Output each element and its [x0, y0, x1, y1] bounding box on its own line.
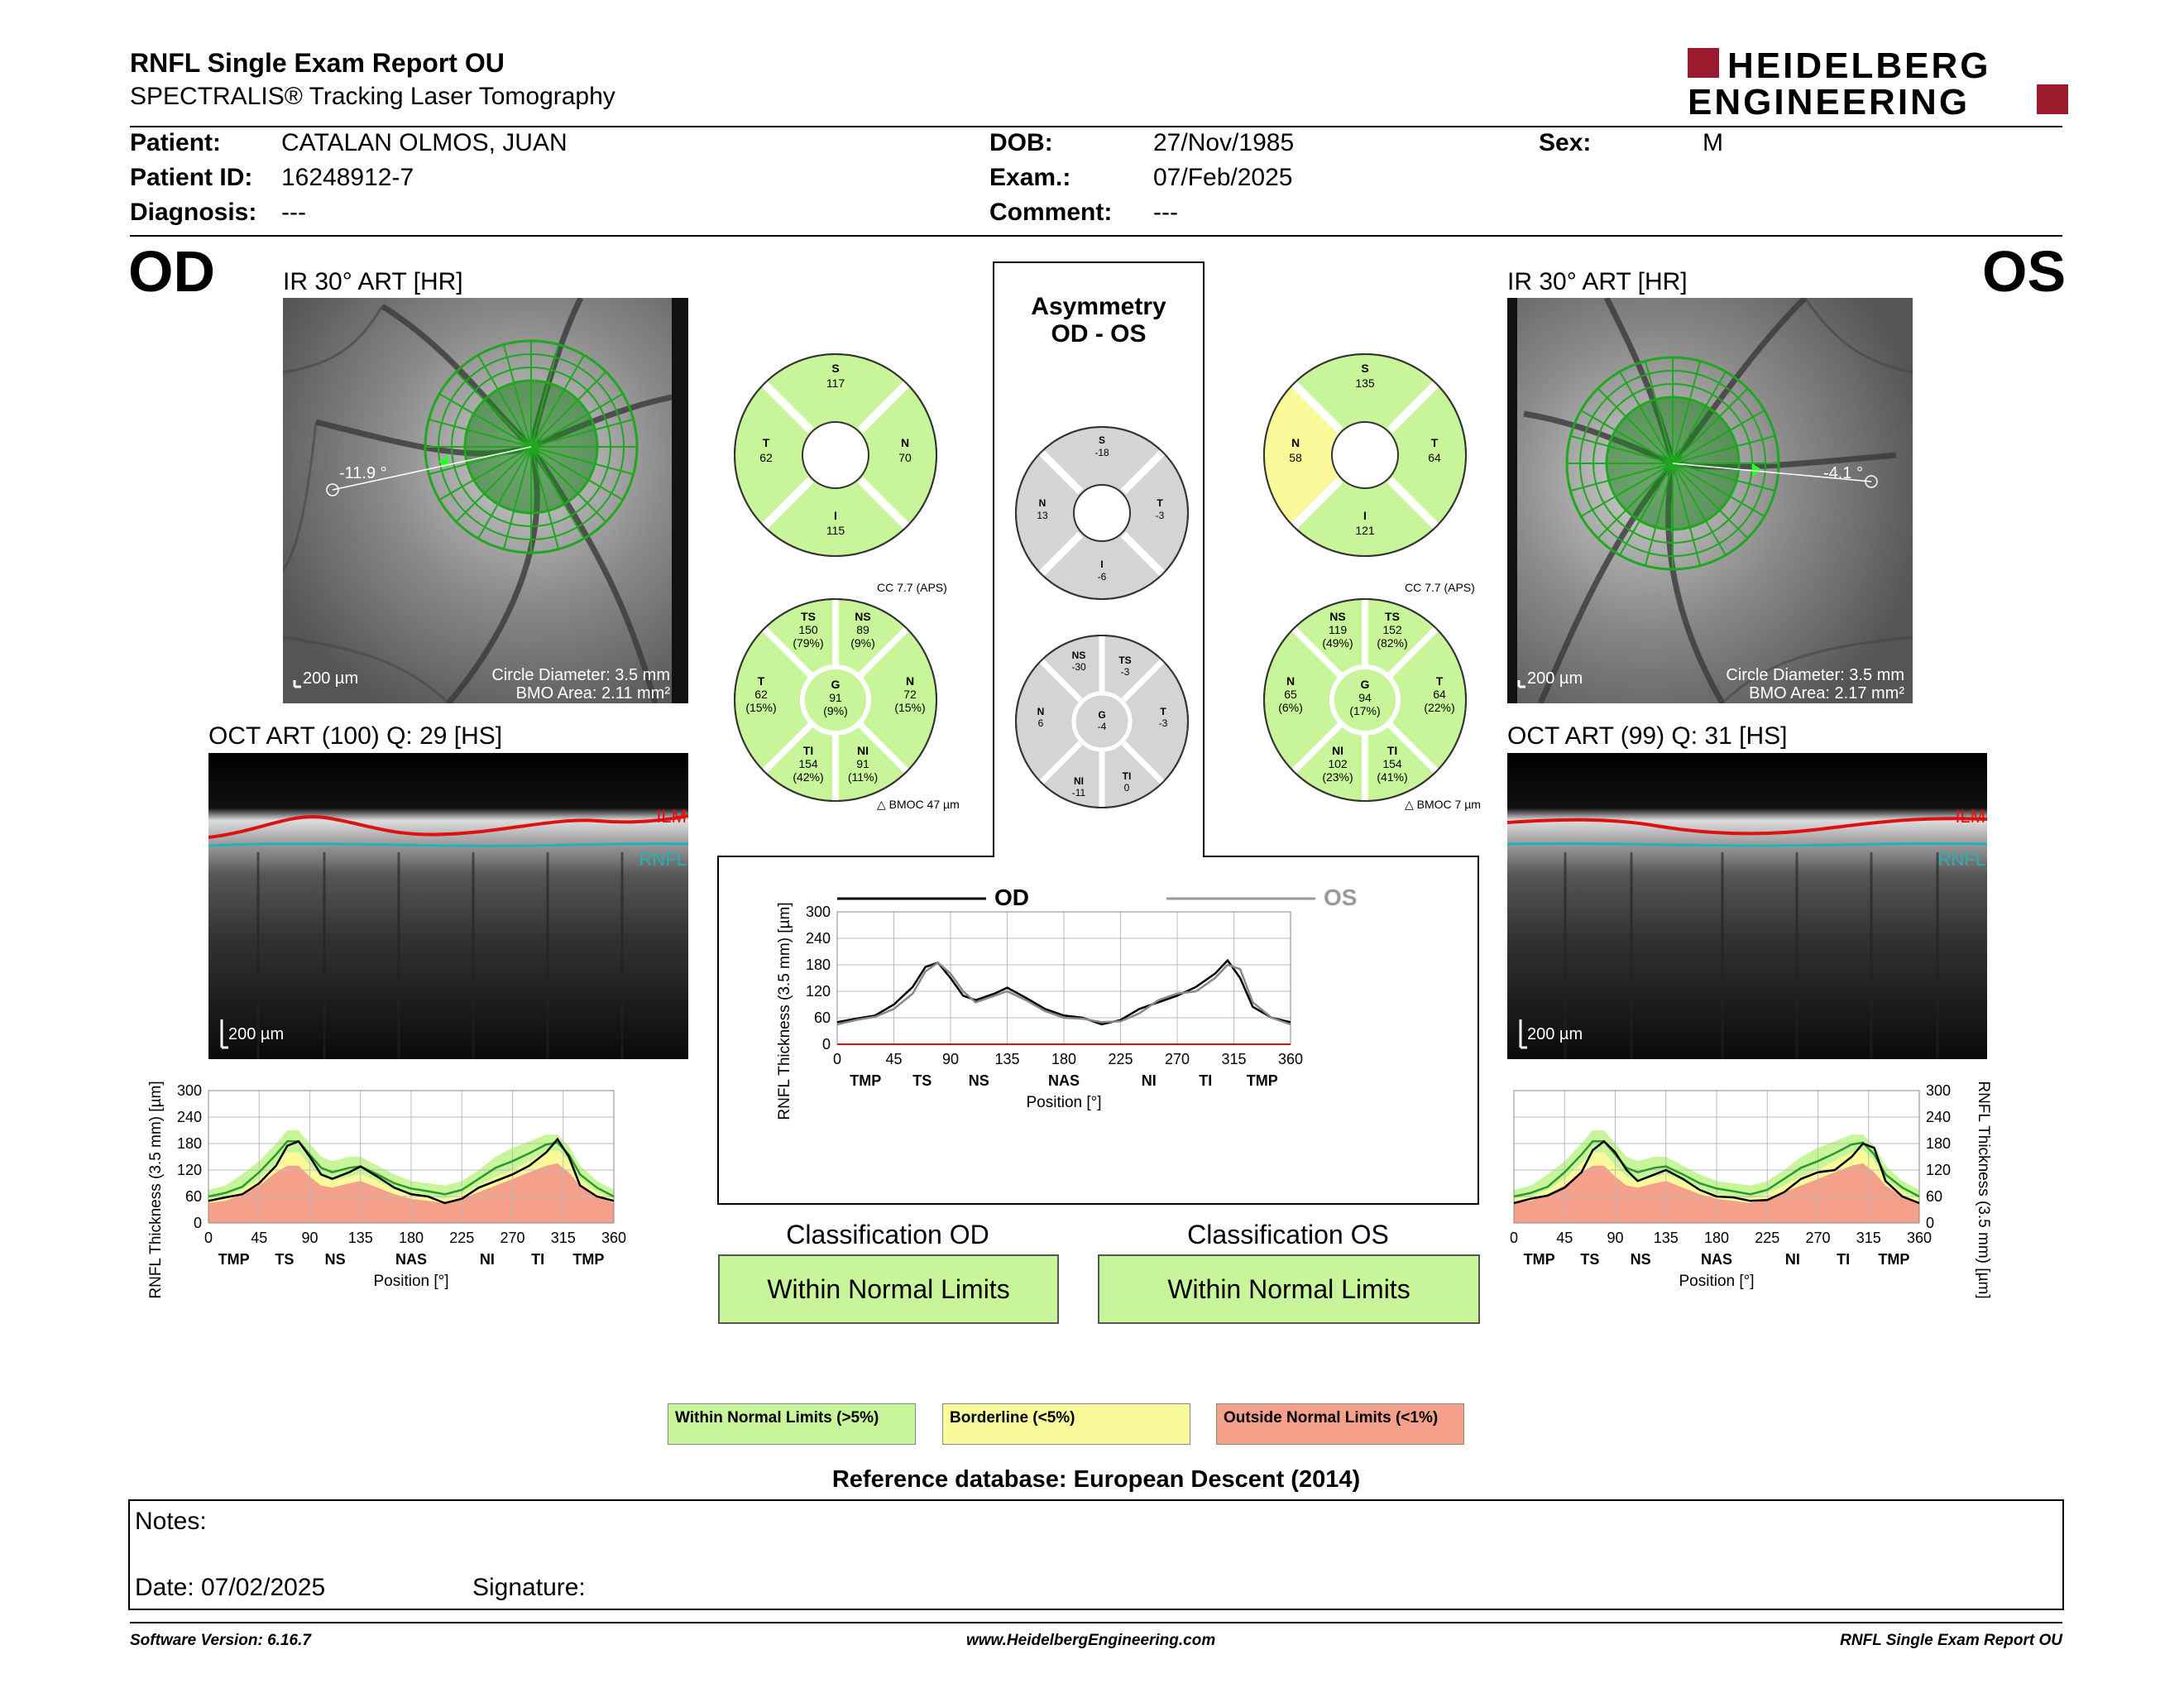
- x-tick-label: 135: [1653, 1230, 1679, 1246]
- od-oct-scale: 200 µm: [228, 1025, 285, 1043]
- svg-text:T: T: [1430, 436, 1439, 449]
- svg-text:ENGINEERING: ENGINEERING: [1688, 82, 1971, 119]
- svg-text:-4: -4: [1097, 721, 1107, 732]
- svg-text:6: 6: [1037, 717, 1044, 729]
- sector-label: NS: [324, 1251, 346, 1268]
- x-tick-label: 360: [1906, 1230, 1933, 1246]
- os-angle: -4.1 °: [1822, 464, 1863, 482]
- svg-text:N: N: [1038, 497, 1046, 509]
- x-tick-label: 45: [1556, 1230, 1573, 1246]
- od-circle-diameter: Circle Diameter: 3.5 mm: [491, 666, 670, 684]
- asymmetry-title: Asymmetry OD - OS: [1031, 293, 1166, 348]
- od-oct-bscan: [208, 753, 688, 1059]
- footer-version: Software Version: 6.16.7: [130, 1632, 311, 1649]
- svg-text:89: 89: [856, 623, 869, 636]
- sex-label: Sex:: [1539, 129, 1592, 156]
- od-t-value: 62: [759, 451, 773, 464]
- od-ilm-label: ILM: [656, 806, 687, 827]
- exam-label: Exam.:: [989, 164, 1071, 191]
- svg-text:-18: -18: [1094, 447, 1109, 458]
- svg-text:NI: NI: [857, 744, 869, 757]
- patient-id: 16248912-7: [281, 164, 414, 191]
- x-tick-label: 180: [398, 1230, 424, 1246]
- y-tick-label: 120: [1926, 1162, 1952, 1178]
- svg-text:65: 65: [1284, 688, 1297, 701]
- y-tick-label: 60: [184, 1188, 202, 1205]
- svg-text:(41%): (41%): [1377, 770, 1408, 784]
- x-axis-label: Position [°]: [1679, 1273, 1755, 1290]
- x-tick-label: 225: [449, 1230, 475, 1246]
- svg-text:TS: TS: [801, 610, 816, 623]
- svg-text:NS: NS: [1071, 650, 1086, 661]
- y-tick-label: 240: [176, 1109, 202, 1125]
- y-tick-label: 0: [193, 1215, 202, 1231]
- reference-database: Reference database: European Descent (2014): [831, 1466, 1361, 1493]
- svg-text:NS: NS: [855, 610, 871, 623]
- svg-text:T: T: [1160, 706, 1166, 717]
- svg-text:(79%): (79%): [793, 636, 824, 650]
- footer-report-name: RNFL Single Exam Report OU: [1840, 1632, 2062, 1649]
- x-tick-label: 270: [500, 1230, 525, 1246]
- svg-text:I: I: [1363, 509, 1367, 522]
- y-tick-label: 300: [805, 904, 831, 920]
- svg-text:HEIDELBERG: HEIDELBERG: [1727, 46, 1991, 86]
- svg-text:TS: TS: [1118, 655, 1132, 666]
- asymmetry-sector-circle-6: [1011, 631, 1193, 813]
- svg-text:119: 119: [1328, 623, 1348, 636]
- svg-text:I: I: [834, 509, 837, 522]
- sector-label: TS: [275, 1251, 295, 1268]
- svg-text:(11%): (11%): [847, 770, 879, 784]
- legend-borderline: Borderline (<5%): [942, 1403, 1190, 1445]
- svg-text:(15%): (15%): [894, 701, 926, 714]
- os-thickness-chart: [1497, 1072, 2068, 1321]
- os-classification-title: Classification OS: [1187, 1220, 1389, 1249]
- x-tick-label: 360: [601, 1230, 627, 1246]
- y-tick-label: 120: [805, 983, 831, 1000]
- dob: 27/Nov/1985: [1153, 129, 1295, 156]
- os-oct-scale: 200 µm: [1527, 1025, 1583, 1043]
- svg-text:N: N: [1037, 706, 1045, 717]
- y-axis-label: RNFL Thickness (3.5 mm) [µm]: [147, 1081, 165, 1299]
- svg-text:-11: -11: [1071, 787, 1086, 798]
- patient-label: Patient:: [130, 129, 222, 156]
- od-i-value: 115: [826, 524, 845, 537]
- sector-label: TMP: [850, 1072, 882, 1089]
- od-classification-title: Classification OD: [786, 1220, 989, 1249]
- svg-text:(9%): (9%): [823, 704, 848, 717]
- y-tick-label: 240: [1926, 1109, 1952, 1125]
- sector-label: NS: [1630, 1251, 1651, 1268]
- sector-label: NAS: [1047, 1072, 1080, 1089]
- report-subtitle: SPECTRALIS® Tracking Laser Tomography: [130, 83, 615, 110]
- od-n-value: 70: [898, 451, 912, 464]
- svg-text:-3: -3: [1120, 666, 1130, 678]
- x-tick-label: 0: [1509, 1230, 1519, 1246]
- x-tick-label: 180: [1051, 1051, 1077, 1067]
- svg-text:102: 102: [1328, 757, 1348, 770]
- od-ir-scale: 200 µm: [303, 669, 359, 688]
- svg-text:0: 0: [1123, 782, 1130, 794]
- svg-text:(82%): (82%): [1377, 636, 1408, 650]
- legend-od-label: OD: [994, 885, 1029, 910]
- x-tick-label: 270: [1164, 1051, 1190, 1067]
- y-tick-label: 180: [176, 1135, 202, 1152]
- asymmetry-sector-circle-4: [1011, 422, 1193, 604]
- svg-text:T: T: [762, 436, 770, 449]
- y-tick-label: 0: [821, 1036, 831, 1053]
- y-tick-label: 180: [805, 957, 831, 973]
- svg-text:G: G: [1098, 709, 1106, 721]
- os-bmoc: △ BMOC 7 µm: [1405, 798, 1481, 811]
- svg-text:TI: TI: [1387, 744, 1398, 757]
- y-tick-label: 180: [1926, 1135, 1952, 1152]
- y-tick-label: 120: [176, 1162, 202, 1178]
- os-circle-diameter: Circle Diameter: 3.5 mm: [1726, 666, 1904, 684]
- y-axis-label: RNFL Thickness (3.5 mm) [µm]: [776, 902, 793, 1120]
- sector-label: TMP: [572, 1251, 605, 1268]
- svg-text:64: 64: [1433, 688, 1446, 701]
- x-tick-label: 315: [1221, 1051, 1247, 1067]
- svg-text:TI: TI: [1122, 770, 1132, 782]
- sector-label: NAS: [1700, 1251, 1733, 1268]
- legend-os-label: OS: [1324, 885, 1358, 910]
- sector-label: TI: [1837, 1251, 1851, 1268]
- sector-label: TMP: [218, 1251, 250, 1268]
- od-rnfl-label: RNFL: [639, 849, 687, 870]
- od-angle: -11.9 °: [339, 464, 387, 482]
- svg-text:-3: -3: [1158, 717, 1168, 729]
- os-ir-title: IR 30° ART [HR]: [1507, 268, 1688, 295]
- os-n-value: 58: [1289, 451, 1302, 464]
- x-tick-label: 315: [1856, 1230, 1881, 1246]
- x-tick-label: 0: [204, 1230, 213, 1246]
- svg-text:S: S: [1361, 362, 1369, 375]
- sector-label: TS: [912, 1072, 932, 1089]
- notes-label: Notes:: [135, 1508, 207, 1535]
- sector-label: NI: [1784, 1251, 1800, 1268]
- od-bmoc: △ BMOC 47 µm: [877, 798, 960, 811]
- svg-text:72: 72: [903, 688, 917, 701]
- sector-label: TMP: [1246, 1072, 1278, 1089]
- svg-text:S: S: [831, 362, 840, 375]
- svg-text:(23%): (23%): [1322, 770, 1353, 784]
- svg-text:I: I: [1100, 559, 1104, 570]
- x-axis-label: Position [°]: [1026, 1094, 1102, 1111]
- y-axis-label: RNFL Thickness (3.5 mm) [µm]: [1975, 1081, 1992, 1299]
- x-tick-label: 90: [1607, 1230, 1624, 1246]
- sector-label: NI: [1141, 1072, 1157, 1089]
- notes-box[interactable]: [128, 1499, 2064, 1610]
- svg-text:(6%): (6%): [1278, 701, 1303, 714]
- svg-text:152: 152: [1382, 623, 1402, 636]
- x-axis-label: Position [°]: [373, 1273, 449, 1290]
- x-tick-label: 135: [994, 1051, 1020, 1067]
- os-s-value: 135: [1355, 376, 1375, 390]
- od-thickness-chart: [132, 1072, 703, 1321]
- od-eye-label: OD: [128, 239, 215, 304]
- svg-text:TS: TS: [1385, 610, 1400, 623]
- svg-text:T: T: [1157, 497, 1163, 509]
- svg-text:NI: NI: [1074, 775, 1084, 787]
- os-fundus-image: [1507, 298, 1913, 703]
- os-rnfl-label: RNFL: [1937, 849, 1985, 870]
- sector-label: NAS: [395, 1251, 428, 1268]
- od-cc: CC 7.7 (APS): [877, 581, 947, 594]
- x-tick-label: 135: [347, 1230, 373, 1246]
- od-fundus-image: [283, 298, 688, 703]
- od-oct-title: OCT ART (100) Q: 29 [HS]: [208, 722, 503, 750]
- patient-name: CATALAN OLMOS, JUAN: [281, 129, 568, 156]
- sector-label: NI: [479, 1251, 495, 1268]
- comment: ---: [1153, 199, 1178, 226]
- x-tick-label: 0: [832, 1051, 842, 1067]
- y-tick-label: 300: [176, 1082, 202, 1099]
- x-tick-label: 225: [1755, 1230, 1780, 1246]
- sector-label: TMP: [1878, 1251, 1910, 1268]
- x-tick-label: 180: [1703, 1230, 1730, 1246]
- os-bmo-area: BMO Area: 2.17 mm²: [1749, 684, 1904, 703]
- os-ir-scale: 200 µm: [1527, 669, 1583, 688]
- od-bmo-area: BMO Area: 2.11 mm²: [515, 684, 670, 703]
- legend-outside: Outside Normal Limits (<1%): [1216, 1403, 1464, 1445]
- svg-text:13: 13: [1037, 510, 1048, 521]
- svg-text:T: T: [757, 674, 765, 688]
- svg-text:N: N: [1291, 436, 1300, 449]
- svg-text:N: N: [905, 674, 915, 688]
- od-classification: Within Normal Limits: [718, 1254, 1059, 1324]
- sex: M: [1703, 129, 1723, 156]
- report-title: RNFL Single Exam Report OU: [130, 48, 505, 78]
- svg-text:G: G: [1360, 678, 1370, 691]
- svg-text:NS: NS: [1329, 610, 1346, 623]
- svg-text:-30: -30: [1071, 661, 1086, 673]
- sector-label: TI: [1199, 1072, 1213, 1089]
- svg-text:(17%): (17%): [1349, 704, 1381, 717]
- svg-text:N: N: [1286, 674, 1296, 688]
- svg-text:G: G: [831, 678, 841, 691]
- svg-text:154: 154: [1382, 757, 1402, 770]
- svg-text:S: S: [1098, 434, 1106, 446]
- notes-signature: Signature:: [472, 1574, 586, 1601]
- svg-text:62: 62: [754, 688, 768, 701]
- heidelberg-logo: [1688, 45, 2068, 119]
- svg-text:94: 94: [1358, 691, 1372, 704]
- od-ir-title: IR 30° ART [HR]: [283, 268, 463, 295]
- x-tick-label: 90: [301, 1230, 318, 1246]
- y-tick-label: 60: [813, 1009, 831, 1026]
- svg-text:154: 154: [798, 757, 818, 770]
- svg-text:(49%): (49%): [1322, 636, 1353, 650]
- svg-text:(15%): (15%): [745, 701, 777, 714]
- od-os-comparison-chart: [761, 877, 1373, 1150]
- os-eye-label: OS: [1982, 239, 2067, 304]
- x-tick-label: 90: [941, 1051, 960, 1067]
- svg-text:91: 91: [856, 757, 869, 770]
- x-tick-label: 315: [550, 1230, 576, 1246]
- x-tick-label: 45: [885, 1051, 903, 1067]
- dob-label: DOB:: [989, 129, 1053, 156]
- y-tick-label: 60: [1926, 1188, 1943, 1205]
- diagnosis: ---: [281, 199, 306, 226]
- od-s-value: 117: [826, 376, 845, 390]
- y-tick-label: 300: [1926, 1082, 1952, 1099]
- x-tick-label: 45: [251, 1230, 268, 1246]
- svg-text:T: T: [1435, 674, 1444, 688]
- diagnosis-label: Diagnosis:: [130, 199, 257, 226]
- x-tick-label: 225: [1108, 1051, 1133, 1067]
- patient-id-label: Patient ID:: [130, 164, 253, 191]
- os-classification: Within Normal Limits: [1098, 1254, 1480, 1324]
- sector-label: TMP: [1523, 1251, 1555, 1268]
- os-i-value: 121: [1355, 524, 1375, 537]
- x-tick-label: 270: [1805, 1230, 1831, 1246]
- os-oct-title: OCT ART (99) Q: 31 [HS]: [1507, 722, 1788, 750]
- comment-label: Comment:: [989, 199, 1113, 226]
- footer-url[interactable]: www.HeidelbergEngineering.com: [966, 1632, 1216, 1649]
- svg-text:(42%): (42%): [793, 770, 824, 784]
- svg-text:(9%): (9%): [850, 636, 875, 650]
- y-tick-label: 0: [1926, 1215, 1935, 1231]
- sector-label: NS: [968, 1072, 989, 1089]
- os-cc: CC 7.7 (APS): [1405, 581, 1475, 594]
- y-tick-label: 240: [805, 930, 831, 947]
- svg-text:91: 91: [829, 691, 842, 704]
- svg-text:-3: -3: [1155, 510, 1165, 521]
- svg-text:(22%): (22%): [1424, 701, 1455, 714]
- x-tick-label: 360: [1277, 1051, 1304, 1067]
- os-ilm-label: ILM: [1955, 806, 1985, 827]
- svg-text:150: 150: [798, 623, 818, 636]
- os-oct-bscan: [1507, 753, 1987, 1059]
- os-t-value: 64: [1428, 451, 1441, 464]
- exam-date: 07/Feb/2025: [1153, 164, 1293, 191]
- sector-label: TS: [1580, 1251, 1600, 1268]
- svg-text:NI: NI: [1332, 744, 1343, 757]
- notes-date: Date: 07/02/2025: [135, 1574, 326, 1601]
- svg-text:-6: -6: [1097, 571, 1107, 583]
- svg-text:TI: TI: [802, 744, 814, 757]
- legend-normal: Within Normal Limits (>5%): [668, 1403, 916, 1445]
- sector-label: TI: [531, 1251, 545, 1268]
- svg-text:N: N: [900, 436, 910, 449]
